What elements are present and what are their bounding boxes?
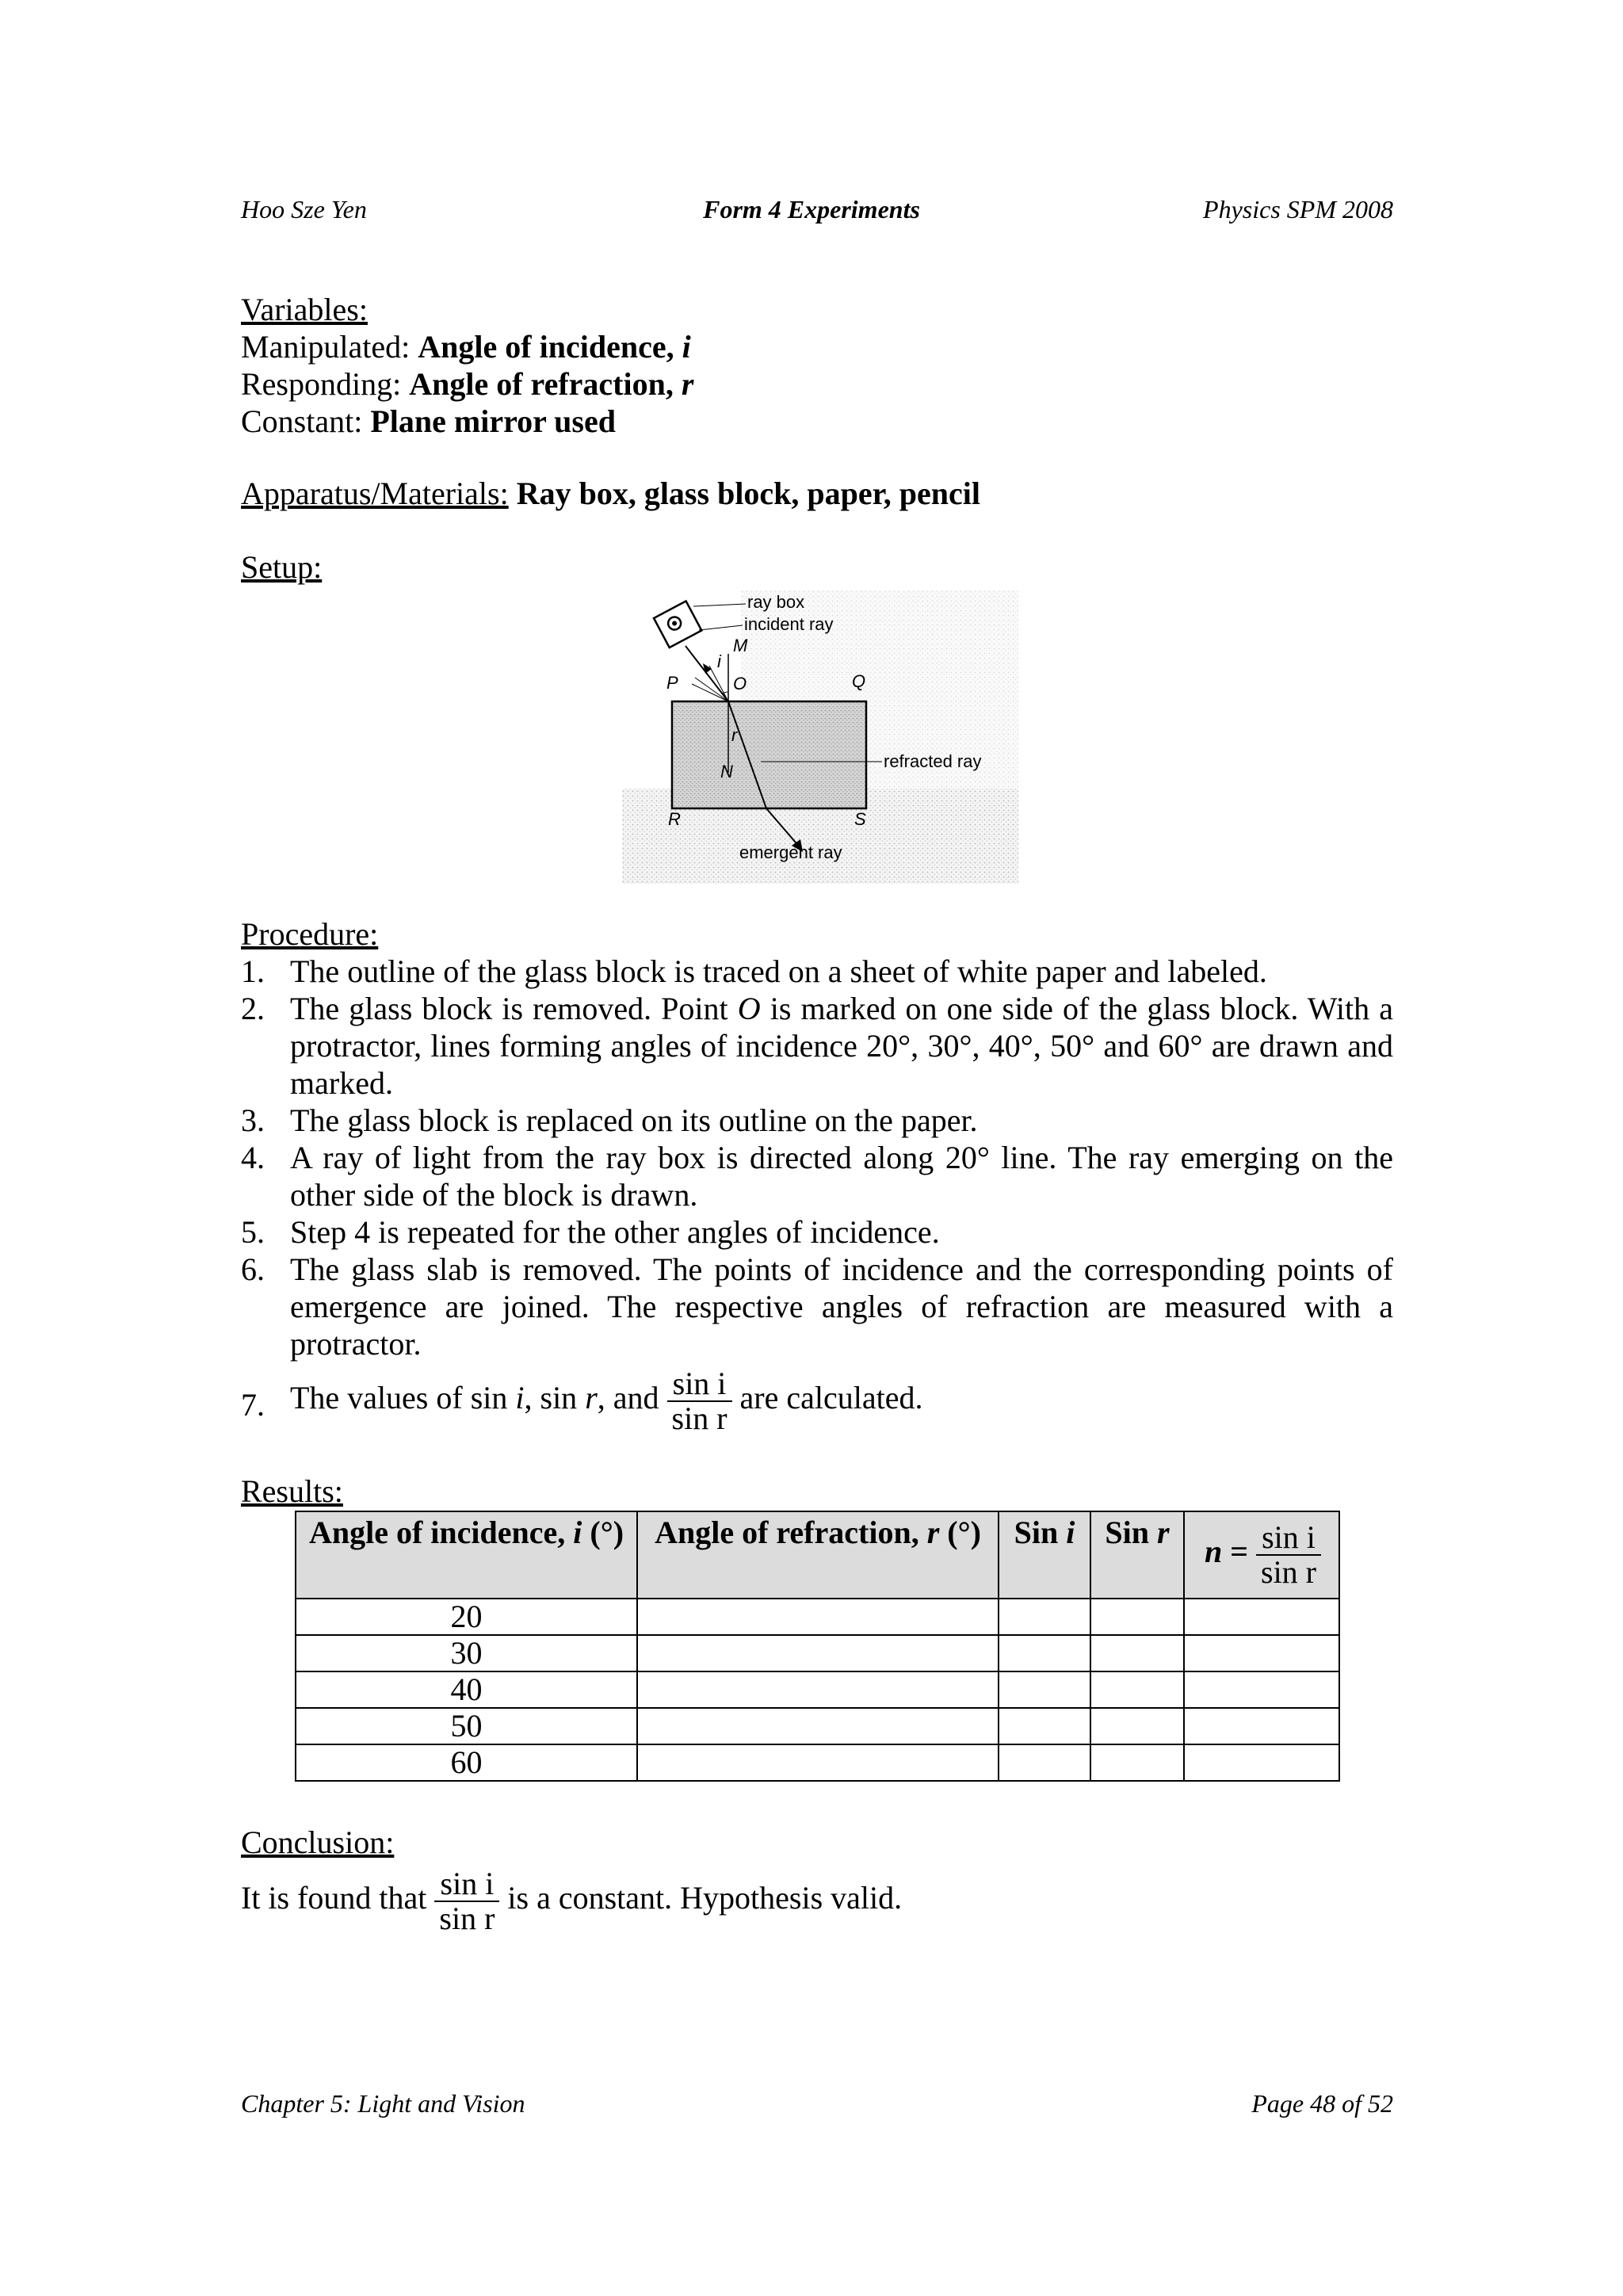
variables-heading: Variables: [241,292,368,327]
label-r: r [731,725,738,745]
constant-line: Constant: Plane mirror used [241,403,616,439]
procedure-step: 7. The values of sin i, sin r, and $\frac{\text{sin i}}{\text{sin r}}$ are calculated. [241,1366,923,1436]
glass-block [672,701,866,808]
footer-chapter: Chapter 5: Light and Vision [241,2089,525,2118]
apparatus-value: Ray box, glass block, paper, pencil [508,476,980,511]
label-i: i [717,651,721,671]
results-section [241,1473,1393,1510]
label-ray-box: ray box [747,592,805,612]
procedure-step: 1. The outline of the glass block is traced on a sheet of white paper and labeled. [241,953,1267,989]
ray-box-leader [693,604,746,606]
col-sin-i: Sin i [999,1511,1090,1599]
incident-leader [699,625,743,630]
header-author: Hoo Sze Yen [241,195,367,223]
col-angle-refraction: Angle of refraction, r (°) [637,1511,999,1599]
col-sin-r: Sin r [1090,1511,1184,1599]
conclusion-fraction: $\frac{\text{sin i}}{\text{sin r}}$ [434,1867,499,1935]
label-p: P [666,673,678,693]
table-row: 20 [296,1599,1339,1635]
fan-line [695,678,728,701]
procedure-step: 2. The glass block is removed. Point O is marked on one side of the glass block. With a protractor, lines forming angles of incidence 20°, 30°, 40°, 50° and 60° are drawn and marked. [241,991,1393,1101]
ray-box-icon [654,601,701,648]
table-row: 50 [296,1708,1339,1744]
footer-page: Page 48 of 52 [1251,2089,1393,2118]
table-row: 30 [296,1635,1339,1671]
procedure-step: 3. The glass block is replaced on its outline on the paper. [241,1102,978,1138]
label-incident-ray: incident ray [744,614,834,634]
sin-ratio-fraction: $\frac{\text{sin i}}{\text{sin r}}$ [667,1367,732,1435]
results-table [295,1511,1340,1782]
col-n: n = $\frac{\text{sin i}}{\text{sin r}}$ [1184,1511,1339,1599]
setup-section [241,548,1393,586]
variables-section [241,291,1393,440]
apparatus-heading: Apparatus/Materials: [241,476,509,511]
label-m: M [733,636,748,655]
manipulated-line: Manipulated: Angle of incidence, i [241,329,691,365]
table-row: 40 [296,1671,1339,1708]
label-s: S [854,809,866,829]
conclusion-section [241,1824,1393,1935]
apparatus-section [241,475,1393,512]
header-title: Form 4 Experiments [703,195,920,223]
conclusion-heading: Conclusion: [241,1824,395,1860]
responding-line: Responding: Angle of refraction, r [241,366,694,402]
label-refracted-ray: refracted ray [884,751,982,771]
label-emergent-ray: emergent ray [739,842,842,862]
table-row: 60 [296,1744,1339,1781]
conclusion-text: It is found that $\frac{\text{sin i}}{\text{sin r}}$ is a constant. Hypothesis valid. [241,1866,903,1936]
procedure-step: 4. A ray of light from the ray box is directed along 20° line. The ray emerging on the other side of the block is drawn. [241,1140,1393,1213]
results-heading: Results: [241,1473,343,1509]
procedure-step: 5. Step 4 is repeated for the other angles of incidence. [241,1214,940,1250]
setup-heading: Setup: [241,549,323,585]
label-n: N [720,762,733,781]
label-q: Q [852,671,866,691]
label-r-corner: R [668,809,681,829]
procedure-section [241,915,1393,1435]
refraction-setup-diagram [622,590,1018,884]
procedure-step: 6. The glass slab is removed. The points of incidence and the corresponding points of emergence are joined. The respective angles of refraction are measured with a protractor. [241,1251,1393,1362]
col-angle-incidence: Angle of incidence, i (°) [296,1511,637,1599]
procedure-list [241,953,1393,1435]
fan-line [692,684,728,701]
header-course: Physics SPM 2008 [1203,195,1393,223]
label-o: O [733,674,747,693]
table-header-row [296,1511,1339,1599]
procedure-heading: Procedure: [241,916,379,952]
angle-i-arc [722,692,728,694]
incident-ray [685,646,728,701]
